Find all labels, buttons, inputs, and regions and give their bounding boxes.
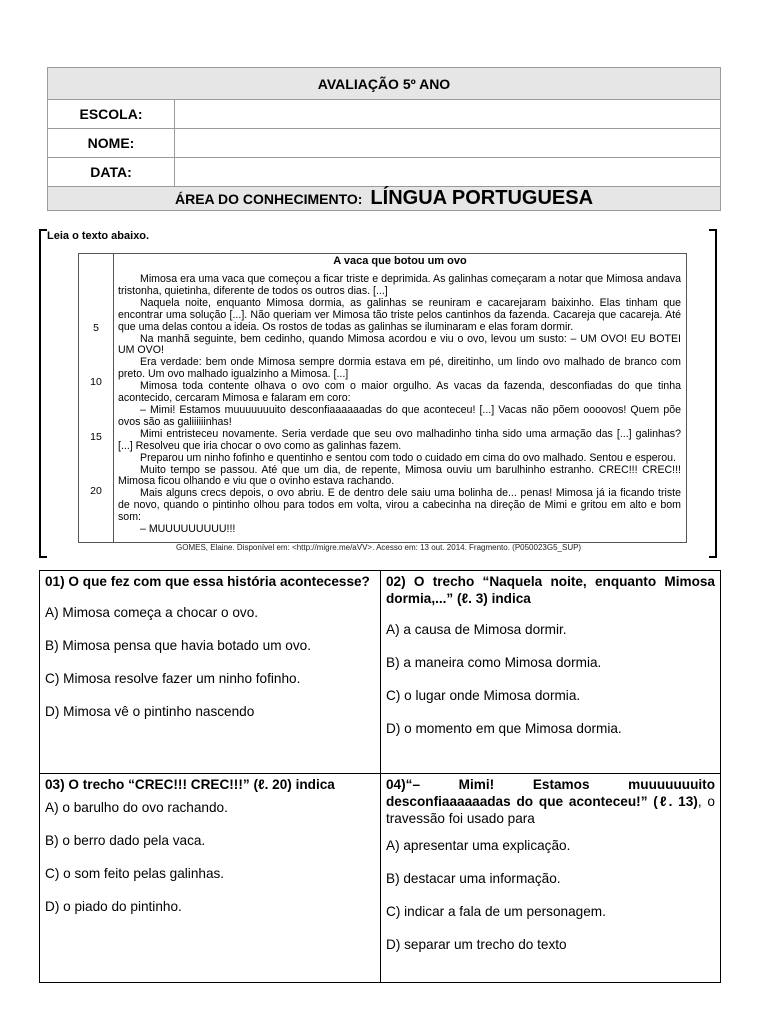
question-4: [381, 774, 720, 982]
option-a[interactable]: A) apresentar uma explicação.: [386, 838, 571, 853]
story-paragraph: Na manhã seguinte, bem cedinho, quando Mimosa acordou e viu o ovo, levou um susto: – UM OVO! EU BOTEI UM OVO!: [118, 332, 681, 357]
exam-header: [47, 67, 721, 211]
option-b[interactable]: B) a maneira como Mimosa dormia.: [386, 655, 602, 670]
story-text: [118, 274, 681, 536]
story-paragraph: Preparou um ninho fofinho e quentinho e sentou com todo o cuidado em cima do ovo malhado. Sentou e esperou.: [140, 451, 676, 464]
left-bracket: [39, 229, 47, 558]
exam-title: AVALIAÇÃO 5º ANO: [48, 68, 721, 100]
question-stem: 01) O que fez com que essa história acontecesse?: [45, 574, 370, 589]
name-field[interactable]: [175, 129, 721, 158]
story-paragraph: – Mimi! Estamos muuuuuuuito desconfiaaaaaadas do que aconteceu! [...] Vacas não põem oooovos! Quem põe ovos são as galiiiiiinhas!: [118, 403, 681, 428]
knowledge-area-label: ÁREA DO CONHECIMENTO:: [174, 191, 363, 207]
option-c[interactable]: C) indicar a fala de um personagem.: [386, 904, 606, 919]
questions-grid: [39, 570, 721, 983]
line-number-column: [79, 254, 114, 542]
question-2: [381, 571, 720, 774]
option-c[interactable]: C) o som feito pelas galinhas.: [45, 866, 225, 881]
option-a[interactable]: A) Mimosa começa a chocar o ovo.: [45, 605, 259, 620]
line-number: 5: [93, 322, 99, 334]
option-c[interactable]: C) o lugar onde Mimosa dormia.: [386, 688, 581, 703]
right-bracket: [709, 229, 717, 558]
knowledge-area: [48, 187, 721, 211]
answer-options: [45, 604, 375, 720]
school-field[interactable]: [175, 100, 721, 129]
option-a[interactable]: A) a causa de Mimosa dormir.: [386, 622, 567, 637]
option-d[interactable]: D) o piado do pintinho.: [45, 899, 182, 914]
story-paragraph: – MUUUUUUUUU!!!: [140, 523, 236, 536]
story-paragraph: Mimosa era uma vaca que começou a ficar triste e deprimida. As galinhas começaram a notar que Mimosa andava tristonha, quietinha, diferente de todos os outros dias. [...]: [118, 273, 681, 297]
date-field[interactable]: [175, 158, 721, 187]
question-stem: [386, 776, 715, 827]
story-box: [78, 253, 687, 543]
option-d[interactable]: D) Mimosa vê o pintinho nascendo: [45, 704, 255, 719]
story-paragraph: Naquela noite, enquanto Mimosa dormia, as galinhas se reuniram e cacarejaram baixinho. Elas tinham que encontrar uma solução [...]. Não queriam ver Mimosa tão triste pelos cantinhos da fazenda. Cacareja que cacareja. Até que uma delas contou a ideia. Os rostos de todas as galinhas se iluminaram e elas foram dormir.: [118, 296, 681, 333]
question-1: [40, 571, 381, 774]
question-stem-quote: 04)“– Mimi! Estamos muuuuuuuito desconfiaaaaaadas do que aconteceu!” (ℓ. 13): [386, 777, 715, 809]
story-paragraph: Mais alguns crecs depois, o ovo abriu. E de dentro dele saiu uma bolinha de... penas! Mimosa já ia ficando triste de novo, quando o pintinho olhou para todos em volta, virou a cabecinha na direção de Mimi e gritou em alto e bom som:: [118, 487, 681, 524]
story-paragraph: Mimi entristeceu novamente. Seria verdade que seu ovo malhadinho tinha sido uma armação das [...] galinhas? [...] Resolveu que iria chocar o ovo como as galinhas fazem.: [118, 427, 681, 452]
line-number: 10: [90, 376, 102, 388]
option-b[interactable]: B) o berro dado pela vaca.: [45, 833, 206, 848]
name-label: NOME:: [48, 129, 175, 158]
option-c[interactable]: C) Mimosa resolve fazer um ninho fofinho.: [45, 671, 301, 686]
line-number: 20: [90, 485, 102, 497]
line-number: 15: [90, 431, 102, 443]
knowledge-area-value: LÍNGUA PORTUGUESA: [370, 187, 594, 209]
option-b[interactable]: B) Mimosa pensa que havia botado um ovo.: [45, 638, 311, 653]
question-stem: 03) O trecho “CREC!!! CREC!!!” (ℓ. 20) indica: [45, 777, 335, 792]
story-title: A vaca que botou um ovo: [333, 255, 467, 267]
question-3: [40, 774, 381, 982]
option-d[interactable]: D) o momento em que Mimosa dormia.: [386, 721, 622, 736]
answer-options: [45, 799, 375, 915]
source-citation: GOMES, Elaine. Disponível em: <http://migre.me/aVV>. Acesso em: 13 out. 2014. Fragmento. (P050023G5_SUP): [176, 543, 582, 552]
option-b[interactable]: B) destacar uma informação.: [386, 871, 561, 886]
answer-options: [386, 621, 715, 737]
answer-options: [386, 837, 715, 953]
question-stem: 02) O trecho “Naquela noite, enquanto Mimosa dormia,...” (ℓ. 3) indica: [386, 574, 715, 606]
story-paragraph: Era verdade: bem onde Mimosa sempre dormia estava em pé, direitinho, um lindo ovo malhado de branco com preto. Um ovo malhado igualzinho a Mimosa. [...]: [118, 356, 681, 381]
option-d[interactable]: D) separar um trecho do texto: [386, 937, 567, 952]
option-a[interactable]: A) o barulho do ovo rachando.: [45, 800, 228, 815]
question-stem-tail: , o travessão foi usado para: [386, 794, 715, 826]
school-label: ESCOLA:: [48, 100, 175, 129]
date-label: DATA:: [48, 158, 175, 187]
story-paragraph: Mimosa toda contente olhava o ovo com o maior orgulho. As vacas da fazenda, desconfiadas do que tinha acontecido, cercaram Mimosa e falaram em coro:: [118, 380, 681, 405]
reading-instruction: Leia o texto abaixo.: [47, 230, 150, 242]
story-paragraph: Muito tempo se passou. Até que um dia, de repente, Mimosa ouviu um barulhinho estranho. CREC!!! CREC!!! Mimosa ficou olhando e viu que o ovinho estava rachando.: [118, 463, 681, 488]
